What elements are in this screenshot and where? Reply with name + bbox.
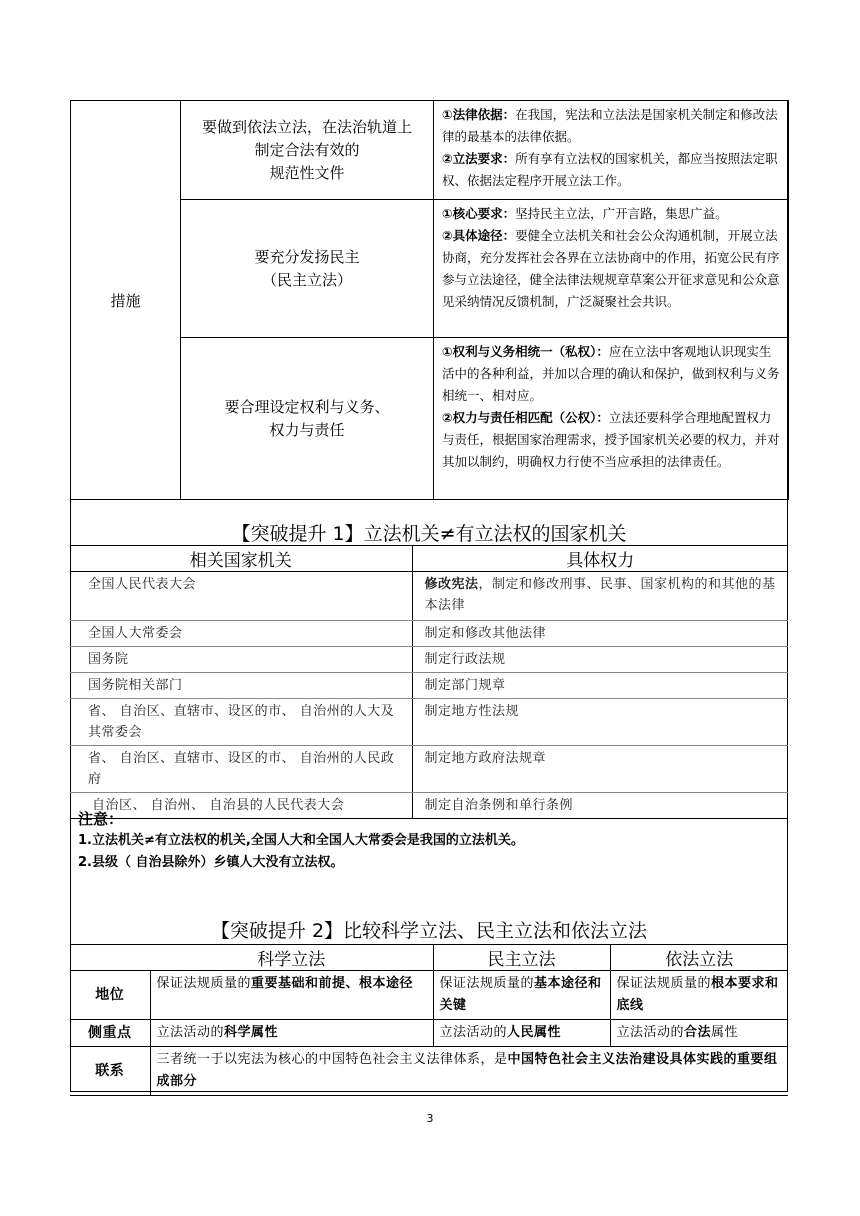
comparison-table [70, 944, 788, 1096]
power-cell: 修改宪法，制定和修改刑事、民事、国家机构的和其他的基本法律 [412, 572, 788, 621]
organ-cell: 全国人民代表大会 [70, 572, 412, 621]
compare-cell: 立法活动的人民属性 [433, 1020, 610, 1047]
organ-cell: 全国人大常委会 [70, 621, 412, 647]
table-header-row [70, 546, 788, 572]
table-row [70, 1020, 788, 1047]
organ-cell: 省、 自治区、直辖市、设区的市、 自治州的人民政府 [70, 746, 412, 793]
organ-cell: 省、 自治区、直辖市、设区的市、 自治州的人大及其常委会 [70, 699, 412, 746]
power-cell: 制定和修改其他法律 [412, 621, 788, 647]
compare-cell: 保证法规质量的重要基础和前提、根本途径 [150, 971, 433, 1020]
measure-title: 要做到依法立法，在法治轨道上 制定合法有效的 规范性文件 [181, 101, 434, 200]
compare-cell: 立法活动的科学属性 [150, 1020, 433, 1047]
notes-block [78, 808, 778, 874]
column-header-democratic: 民主立法 [433, 945, 610, 971]
row-header-status: 地位 [70, 971, 150, 1020]
note-item: 1.立法机关≠有立法权的机关,全国人大和全国人大常委会是我国的立法机关。 [78, 833, 524, 848]
compare-cell: 立法活动的合法属性 [610, 1020, 788, 1047]
power-cell: 制定地方政府法规章 [412, 746, 788, 793]
power-cell: 制定行政法规 [412, 647, 788, 673]
organ-cell: 自治区、 自治州、 自治县的人民代表大会 [70, 793, 412, 819]
power-cell: 制定部门规章 [412, 673, 788, 699]
measure-detail: ①法律依据：在我国，宪法和立法法是国家机关制定和修改法律的最基本的法律依据。 ②立法要求：所有享有立法权的国家机关，都应当按照法定职权、依据法定程序开展立法工作。 [434, 101, 789, 200]
measure-detail: ①核心要求：坚持民主立法，广开言路，集思广益。 ②具体途径：要健全立法机关和社会公众沟通机制，开展立法协商，充分发挥社会各界在立法协商中的作用，拓宽公民有序参与立法途径，健全法律法规规章草案公开征求意见和公众意见采纳情况反馈机制，广泛凝聚社会共识。 [434, 200, 789, 338]
organ-cell: 国务院 [70, 647, 412, 673]
table-row [70, 746, 788, 793]
compare-cell-wide: 三者统一于以宪法为核心的中国特色社会主义法律体系，是中国特色社会主义法治建设具体实践的重要组成部分 [150, 1047, 788, 1096]
measures-table [70, 100, 789, 500]
table-header-row [70, 945, 788, 971]
compare-cell: 保证法规质量的基本途径和关键 [433, 971, 610, 1020]
page-number: 3 [426, 1112, 434, 1125]
column-header-power: 具体权力 [412, 546, 788, 572]
row-header-focus: 侧重点 [70, 1020, 150, 1047]
power-cell: 制定自治条例和单行条例 [412, 793, 788, 819]
table-row [70, 699, 788, 746]
corner-header [70, 945, 150, 971]
table-row [70, 621, 788, 647]
table-row [70, 1047, 788, 1096]
column-header-scientific: 科学立法 [150, 945, 433, 971]
column-header-organ: 相关国家机关 [70, 546, 412, 572]
organ-cell: 国务院相关部门 [70, 673, 412, 699]
measure-detail: ①权利与义务相统一（私权）：应在立法中客观地认识现实生活中的各种利益，并加以合理的确认和保护，做到权利与义务相统一、相对应。 ②权力与责任相匹配（公权）：立法还要科学合理地配置权力与责任，根据国家治理需求，授予国家机关必要的权力，并对其加以制约，明确权力行使不当应承担的法律责任。 [434, 338, 789, 500]
breakthrough-1-title: 【突破提升 1】立法机关≠有立法权的国家机关 [231, 523, 627, 545]
breakthrough-2-title: 【突破提升 2】比较科学立法、民主立法和依法立法 [210, 920, 648, 942]
measure-title: 要充分发扬民主 （民主立法） [181, 200, 434, 338]
power-cell: 制定地方性法规 [412, 699, 788, 746]
compare-cell: 保证法规质量的根本要求和底线 [610, 971, 788, 1020]
notes-title: 注意： [78, 810, 124, 828]
measures-row [71, 101, 789, 200]
table-row [70, 647, 788, 673]
table-row [70, 971, 788, 1020]
measure-title: 要合理设定权利与义务、 权力与责任 [181, 338, 434, 500]
measures-label: 措施 [71, 101, 181, 500]
table-row [70, 673, 788, 699]
column-header-lawful: 依法立法 [610, 945, 788, 971]
legislative-bodies-table [70, 545, 788, 819]
row-header-link: 联系 [70, 1047, 150, 1096]
note-item: 2.县级（ 自治县除外）乡镇人大没有立法权。 [78, 855, 344, 870]
table-row [70, 572, 788, 621]
